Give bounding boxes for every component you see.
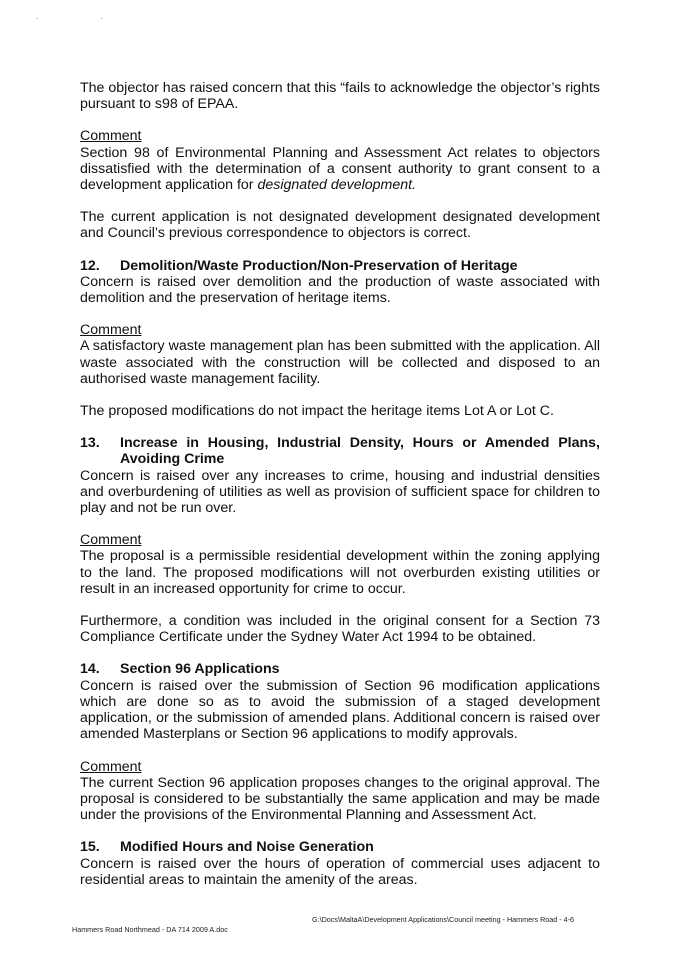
- section-12-comment: [80, 322, 600, 387]
- comment-text: The proposal is a permissible residential development within the zoning applying to the land. The proposed modifications will not overburden existing utilities or result in an increased opportunity for crime to occur.: [80, 548, 600, 597]
- section-15: [80, 839, 600, 888]
- section-title: Demolition/Waste Production/Non-Preservation of Heritage: [120, 257, 518, 274]
- section-14-concern: Concern is raised over the submission of Section 96 modification applications which are done so as to avoid the submission of a staged development application, or the submission of amended plans. Additional concern is raised over amended Masterplans or Section 96 applications to modify approvals.: [80, 677, 600, 743]
- document-body: [80, 80, 600, 904]
- section-13: [80, 435, 600, 516]
- section-12: [80, 258, 600, 307]
- footer-document-name: Hammers Road Northmead - DA 714 2009 A.doc: [72, 925, 228, 934]
- comment-heading: Comment: [80, 758, 142, 775]
- section-13-extra: Furthermore, a condition was included in the original consent for a Section 73 Compliance Certificate under the Sydney Water Act 1994 to be obtained.: [80, 613, 600, 646]
- scan-marks: . .: [36, 12, 133, 21]
- section-13-heading: [80, 435, 600, 467]
- section-title: Section 96 Applications: [120, 661, 280, 678]
- section-14: [80, 661, 600, 742]
- section-number: 13.: [80, 435, 100, 452]
- comment-heading: Comment: [80, 532, 142, 549]
- comment-text: The current Section 96 application proposes changes to the original approval. The proposal is considered to be substantially the same application and may be made under the provisions of the Environmental Planning and Assessment Act.: [80, 774, 600, 824]
- section-13-concern: Concern is raised over any increases to crime, housing and industrial densities and overburdening of utilities as well as provision of sufficient space for children to play and not be run over.: [80, 467, 600, 517]
- section-title: Increase in Housing, Industrial Density, Hours or Amended Plans, Avoiding Crime: [120, 435, 600, 468]
- section-12-extra: The proposed modifications do not impact the heritage items Lot A or Lot C.: [80, 403, 554, 420]
- section-14-heading: [80, 661, 600, 677]
- comment-text: A satisfactory waste management plan has been submitted with the application. All waste associated with the construction will be collected and disposed to an authorised waste management facility.: [80, 338, 600, 387]
- section-12-concern: Concern is raised over demolition and the production of waste associated with demolition and the preservation of heritage items.: [80, 273, 600, 307]
- section-number: 14.: [80, 661, 100, 678]
- comment-heading: Comment: [80, 322, 142, 339]
- paragraph-objector-concern: The objector has raised concern that this “fails to acknowledge the objector’s rights pursuant to s98 of EPAA.: [80, 80, 600, 113]
- paragraph-designated-development: The current application is not designated development designated development and Council’s previous correspondence to objectors is correct.: [80, 209, 600, 242]
- section-12-heading: [80, 258, 600, 274]
- section-14-comment: [80, 759, 600, 824]
- comment-text: Section 98 of Environmental Planning and Assessment Act relates to objectors dissatisfied with the determination of a consent authority to grant consent to a development application for designated development.: [80, 144, 600, 194]
- comment-emphasis: designated development.: [257, 177, 417, 194]
- section-15-concern: Concern is raised over the hours of operation of commercial uses adjacent to residential areas to maintain the amenity of the areas.: [80, 855, 600, 888]
- section-title: Modified Hours and Noise Generation: [120, 839, 374, 856]
- comment-heading: Comment: [80, 128, 142, 145]
- section-number: 12.: [80, 257, 100, 274]
- section-13-comment: [80, 532, 600, 597]
- section-15-heading: [80, 839, 600, 855]
- section-number: 15.: [80, 839, 100, 856]
- comment-block-1: [80, 128, 600, 193]
- footer-file-path: G:\Docs\MaltaA\Development Applications\Council meeting - Hammers Road - 4-6: [312, 915, 575, 924]
